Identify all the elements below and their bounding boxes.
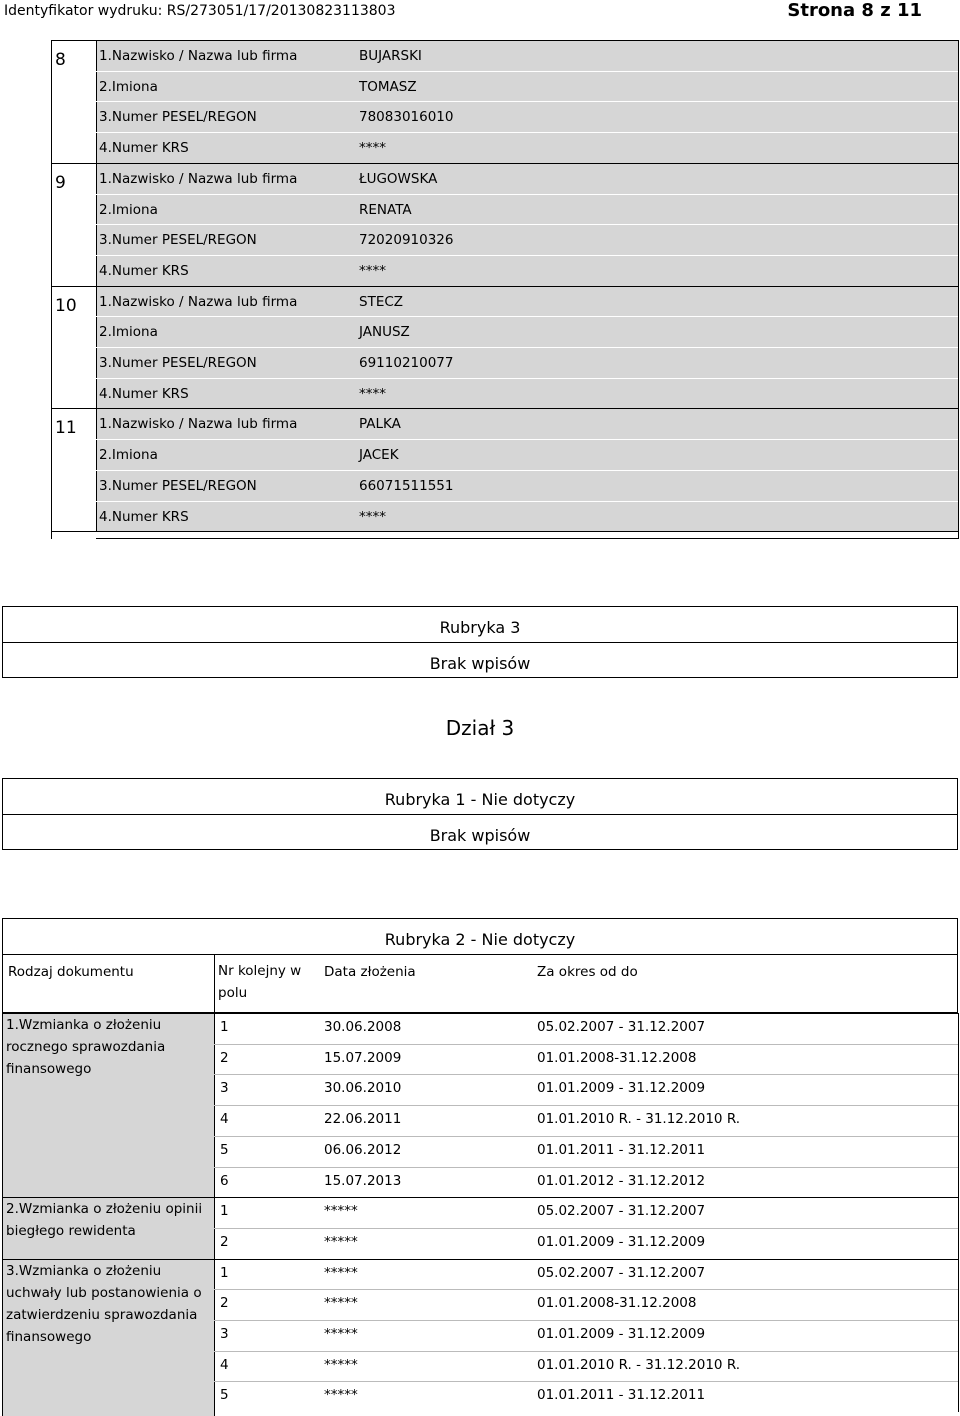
field-value: **** [359,508,386,525]
field-label: 4.Numer KRS [99,140,189,157]
filing-date: ***** [324,1233,358,1250]
entry-number: 4 [220,1111,229,1128]
col-nr: Nr kolejny w polu [218,963,302,1001]
field-divider [96,194,958,195]
period: 01.01.2009 - 31.12.2009 [537,1233,706,1250]
entry-number: 5 [220,1387,229,1404]
col-doc: Rodzaj dokumentu [8,964,134,980]
field-label: 1.Nazwisko / Nazwa lub firma [99,48,298,64]
field-divider [96,378,958,379]
filing-date: ***** [324,1264,358,1281]
field-label: 1.Nazwisko / Nazwa lub firma [99,170,298,187]
period: 01.01.2010 R. - 31.12.2010 R. [537,1111,741,1128]
field-value: 72020910326 [359,232,454,249]
rubryka3-title: Rubryka 3 [439,618,521,637]
field-divider [96,224,958,225]
row-divider [214,1074,958,1075]
border-right [958,40,959,531]
person-number: 9 [55,172,66,193]
field-value: STECZ [359,293,404,310]
border-left [2,1013,3,1416]
field-divider [96,101,958,102]
field-value: **** [359,262,386,279]
period: 01.01.2008-31.12.2008 [537,1049,697,1066]
rubryka3-empty: Brak wpisów [429,654,531,673]
border-right-ext [958,531,959,539]
period: 01.01.2009 - 31.12.2009 [537,1326,706,1342]
filing-date: 06.06.2012 [324,1141,402,1158]
period: 05.02.2007 - 31.12.2007 [537,1203,706,1220]
row-divider [214,1320,958,1321]
field-divider [96,255,958,256]
entry-number: 2 [220,1295,229,1312]
row-divider [214,1351,958,1352]
row-divider [214,1136,958,1137]
field-value: TOMASZ [359,78,417,95]
entry-number: 1 [220,1203,229,1220]
filing-date: 15.07.2009 [324,1049,402,1066]
entry-number: 3 [220,1326,229,1342]
field-label: 4.Numer KRS [99,385,189,402]
field-label: 1.Nazwisko / Nazwa lub firma [99,416,298,433]
person-number: 10 [55,295,77,316]
col-date: Data złożenia [324,964,416,980]
field-label: 3.Numer PESEL/REGON [99,109,257,126]
field-value: JACEK [359,447,399,464]
person-divider [51,40,958,41]
period: 01.01.2008-31.12.2008 [537,1295,697,1312]
filing-date: ***** [324,1356,358,1373]
field-divider [96,347,958,348]
field-divider [96,316,958,317]
rubryka1-empty: Brak wpisów [429,826,531,845]
field-value: ŁUGOWSKA [359,170,438,187]
person-divider [51,163,958,164]
field-label: 2.Imiona [99,324,158,341]
entry-number: 2 [220,1049,229,1066]
entry-number: 3 [220,1080,229,1097]
field-value: BUJARSKI [359,48,422,64]
period: 01.01.2012 - 31.12.2012 [537,1172,706,1189]
row-divider [214,1228,958,1229]
entry-number: 6 [220,1172,229,1189]
field-label: 3.Numer PESEL/REGON [99,477,257,494]
field-label: 2.Imiona [99,201,158,218]
col-period: Za okres od do [537,964,638,980]
filing-date: 30.06.2010 [324,1080,402,1097]
rubryka1-title: Rubryka 1 - Nie dotyczy [384,790,576,809]
field-divider [96,439,958,440]
field-label: 3.Numer PESEL/REGON [99,355,257,371]
period: 01.01.2011 - 31.12.2011 [537,1387,706,1404]
field-label: 2.Imiona [99,78,158,95]
border-left-ext [51,531,52,539]
filing-date: ***** [324,1326,358,1342]
field-label: 4.Numer KRS [99,508,189,525]
field-value: JANUSZ [359,324,410,341]
person-divider [51,286,958,287]
document-type: 3.Wzmianka o złożeniu uchwały lub postanowienia o zatwierdzeniu sprawozdania finansowego [6,1262,202,1345]
field-value: 66071511551 [359,477,454,494]
filing-date: 30.06.2008 [324,1019,402,1035]
period: 05.02.2007 - 31.12.2007 [537,1019,706,1035]
filing-date: 15.07.2013 [324,1172,402,1189]
field-divider [96,470,958,471]
period: 01.01.2010 R. - 31.12.2010 R. [537,1356,741,1373]
field-label: 3.Numer PESEL/REGON [99,232,257,249]
document-type: 2.Wzmianka o złożeniu opinii biegłego rewidenta [6,1201,203,1240]
person-divider [51,408,958,409]
document-type: 1.Wzmianka o złożeniu rocznego sprawozdania finansowego [6,1017,166,1077]
entry-number: 4 [220,1356,229,1373]
period: 01.01.2009 - 31.12.2009 [537,1080,706,1097]
person-number: 11 [55,418,77,439]
field-label: 2.Imiona [99,447,158,464]
dzial3-title: Dział 3 [445,716,515,740]
field-divider [96,71,958,72]
period: 01.01.2011 - 31.12.2011 [537,1141,706,1158]
field-divider [96,501,958,502]
field-label: 1.Nazwisko / Nazwa lub firma [99,293,298,310]
border-right [958,1013,959,1412]
field-value: PALKA [359,416,401,433]
row-divider [214,1289,958,1290]
row-divider [214,1381,958,1382]
print-identifier: Identyfikator wydruku: RS/273051/17/20130823113803 [4,3,396,19]
period: 05.02.2007 - 31.12.2007 [537,1264,706,1281]
field-value: **** [359,140,386,157]
field-divider [96,132,958,133]
entry-number: 1 [220,1264,229,1281]
title-divider [2,954,958,955]
border-bottom-2 [96,538,958,539]
filing-date: ***** [324,1387,358,1404]
border-bottom [51,531,958,532]
rubryka2-title: Rubryka 2 - Nie dotyczy [384,930,576,949]
col-divider-1 [214,954,215,1416]
entry-number: 5 [220,1141,229,1158]
field-value: 69110210077 [359,355,454,371]
filing-date: 22.06.2011 [324,1111,402,1128]
row-divider [214,1044,958,1045]
entry-number: 2 [220,1233,229,1250]
filing-date: ***** [324,1203,358,1220]
person-number: 8 [55,50,66,70]
field-value: 78083016010 [359,109,454,126]
row-divider [214,1167,958,1168]
entry-number: 1 [220,1019,229,1035]
row-divider [214,1105,958,1106]
page-number: Strona 8 z 11 [787,0,922,21]
field-label: 4.Numer KRS [99,262,189,279]
field-value: RENATA [359,201,412,218]
filing-date: ***** [324,1295,358,1312]
field-value: **** [359,385,386,402]
